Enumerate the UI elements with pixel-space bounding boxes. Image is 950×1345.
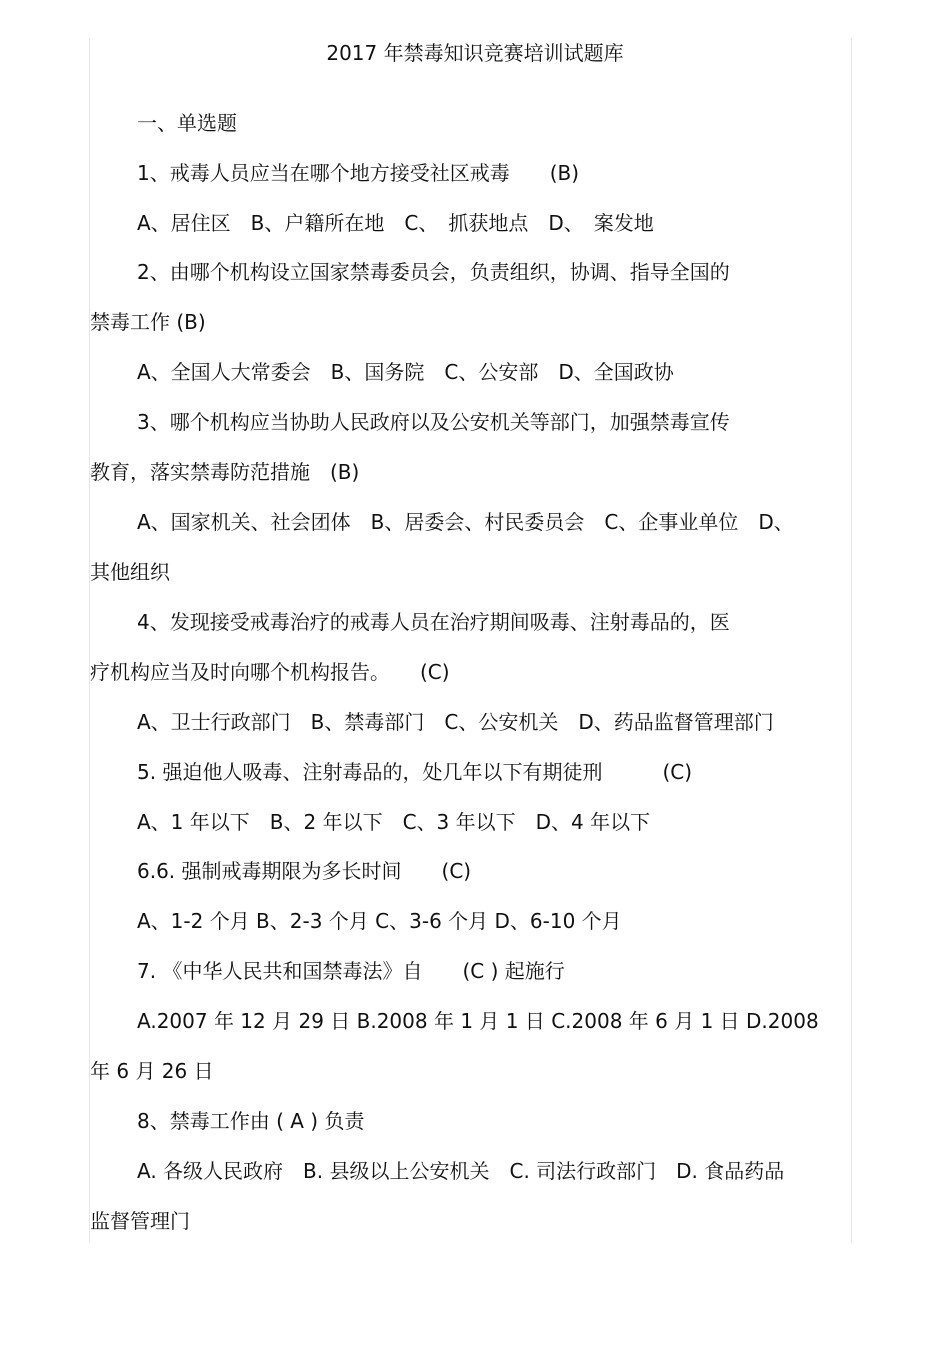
options-2: A、全国人大常委会 B、国务院 C、公安部 D、全国政协 bbox=[137, 360, 674, 384]
question-4-continued: 疗机构应当及时向哪个机构报告。 (C) bbox=[90, 660, 450, 684]
options-1: A、居住区 B、户籍所在地 C、 抓获地点 D、 案发地 bbox=[137, 211, 654, 235]
question-2-continued: 禁毒工作 (B) bbox=[90, 310, 206, 334]
question-7: 7. 《中华人民共和国禁毒法》自 (C ) 起施行 bbox=[137, 959, 565, 983]
question-3-continued: 教育，落实禁毒防范措施 (B) bbox=[90, 460, 360, 484]
page-right-border bbox=[851, 38, 852, 1243]
question-1: 1、戒毒人员应当在哪个地方接受社区戒毒 (B) bbox=[137, 161, 580, 185]
options-5: A、1 年以下 B、2 年以下 C、3 年以下 D、4 年以下 bbox=[137, 810, 651, 834]
document-title: 2017 年禁毒知识竞赛培训试题库 bbox=[326, 41, 624, 65]
question-8: 8、禁毒工作由 ( A ) 负责 bbox=[137, 1109, 365, 1133]
options-4: A、卫士行政部门 B、禁毒部门 C、公安机关 D、药品监督管理部门 bbox=[137, 710, 774, 734]
options-7-continued: 年 6 月 26 日 bbox=[90, 1059, 214, 1083]
question-3: 3、哪个机构应当协助人民政府以及公安机关等部门，加强禁毒宣传 bbox=[137, 410, 730, 434]
options-6: A、1-2 个月 B、2-3 个月 C、3-6 个月 D、6-10 个月 bbox=[137, 909, 622, 933]
options-3-continued: 其他组织 bbox=[90, 560, 170, 584]
options-3: A、国家机关、社会团体 B、居委会、村民委员会 C、企事业单位 D、 bbox=[137, 510, 794, 534]
question-4: 4、发现接受戒毒治疗的戒毒人员在治疗期间吸毒、注射毒品的，医 bbox=[137, 610, 730, 634]
question-6: 6.6. 强制戒毒期限为多长时间 (C) bbox=[137, 859, 472, 883]
options-7: A.2007 年 12 月 29 日 B.2008 年 1 月 1 日 C.2008 年 6 月 1 日 D.2008 bbox=[137, 1009, 819, 1033]
options-8: A. 各级人民政府 B. 县级以上公安机关 C. 司法行政部门 D. 食品药品 bbox=[137, 1159, 785, 1183]
section-heading: 一、单选题 bbox=[137, 111, 237, 135]
question-5: 5. 强迫他人吸毒、注射毒品的，处几年以下有期徒刑 (C) bbox=[137, 760, 693, 784]
options-8-continued: 监督管理门 bbox=[90, 1209, 190, 1233]
question-2: 2、由哪个机构设立国家禁毒委员会，负责组织，协调、指导全国的 bbox=[137, 260, 730, 284]
